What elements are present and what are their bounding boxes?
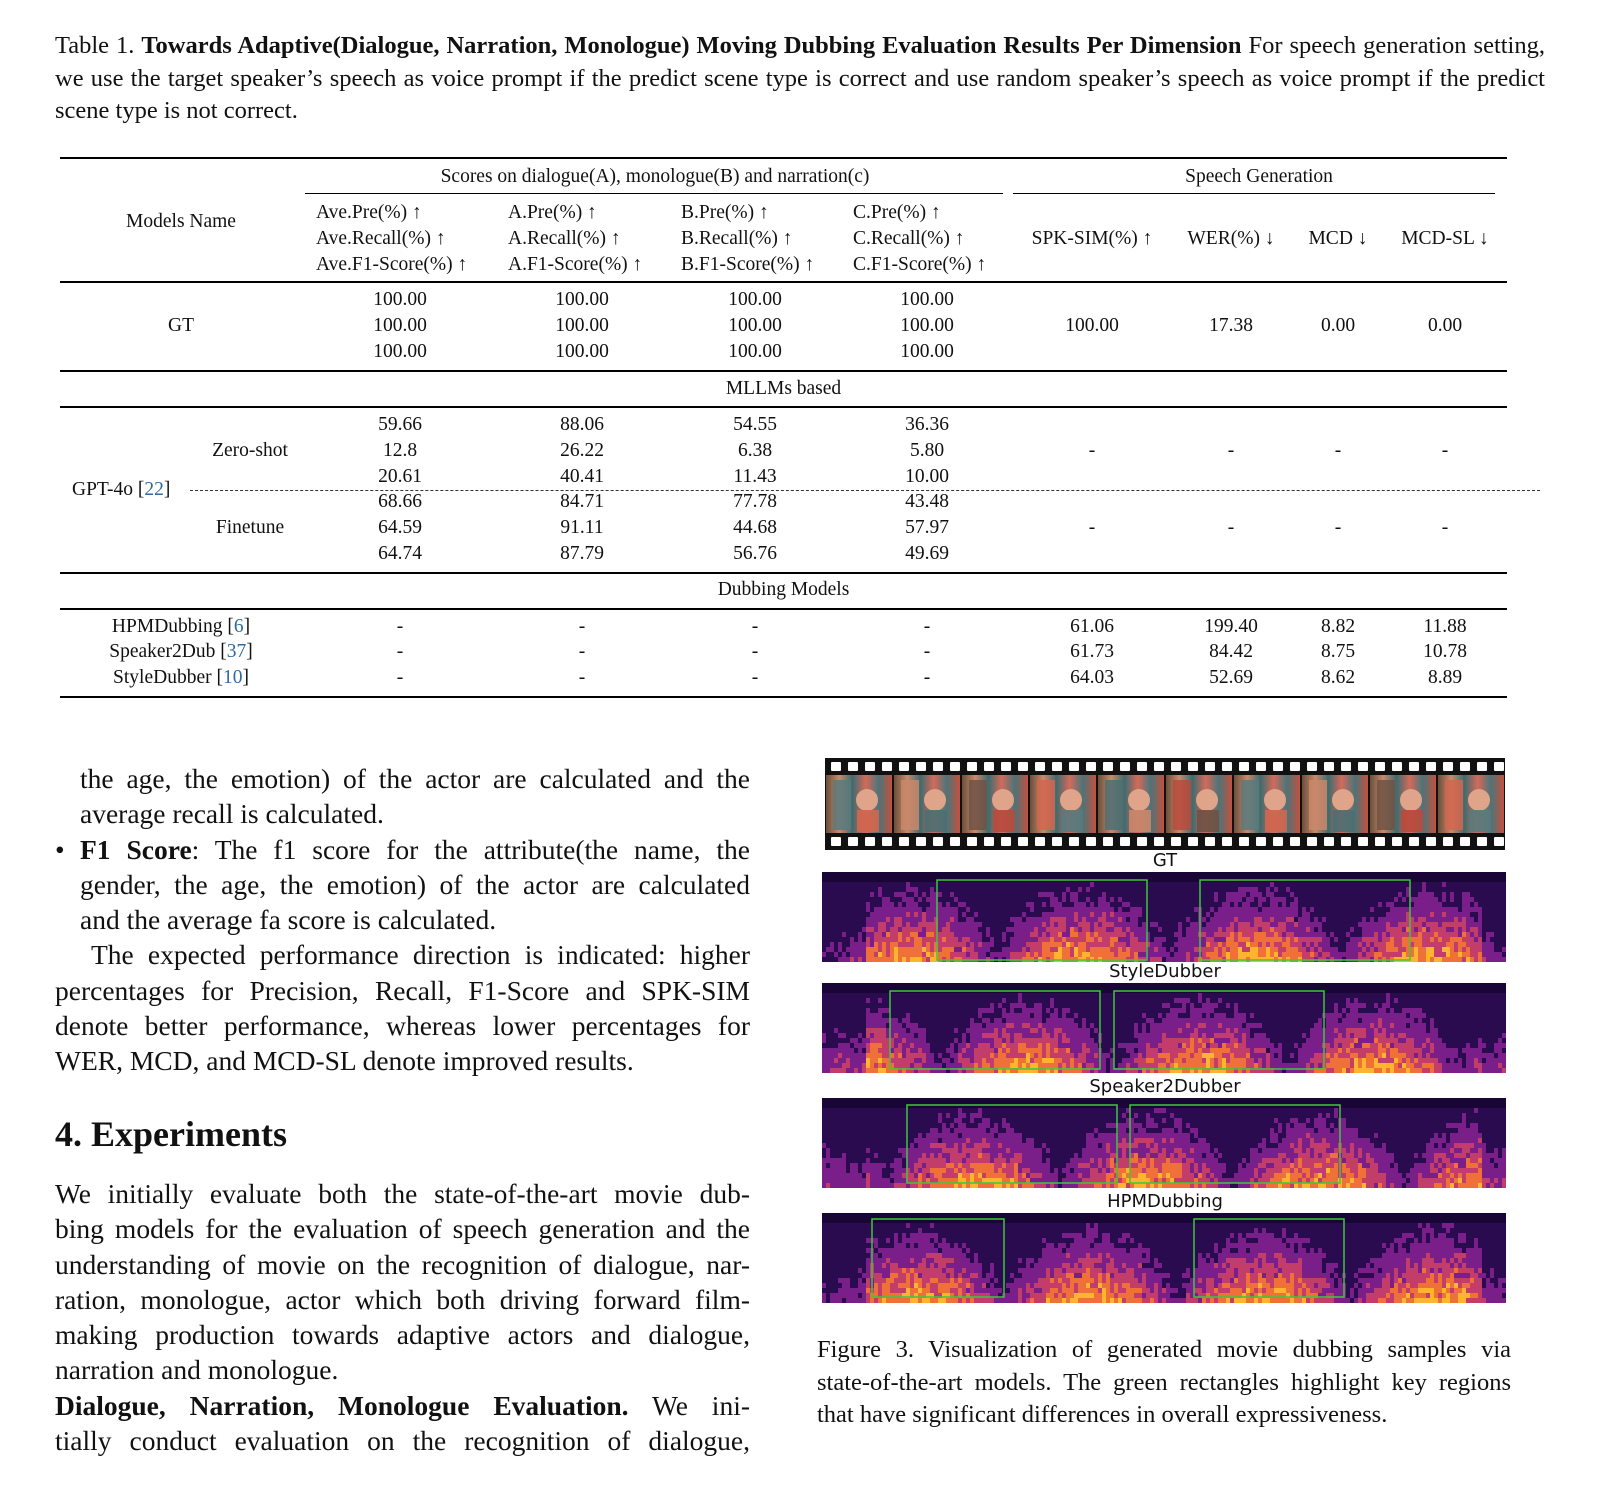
text-line: bing models for the evaluation of speech generation and the [55, 1213, 750, 1245]
experiments-paragraph: We initially evaluate both the state-of-the-art movie dub- bing models for the evaluation of speech generation and the understanding of movie on the recognition of dialogue, nar- ration, monologue, actor which both driving forward film- making production towards adaptive actors and dialogue, narration and monologue. Dialogue, Narration, Monologue Evaluation. We ini- tially conduct evaluation on the recognition of dialogue, [55, 1176, 750, 1458]
col-head-wer: WER(%) ↓ [1187, 228, 1275, 249]
zero-wer: - [1227, 440, 1235, 461]
caption-label: Table 1. [55, 32, 135, 59]
zero-b-cell: 54.55 6.38 11.43 [733, 414, 777, 487]
film-strip [825, 758, 1505, 850]
section-heading: 4. Experiments [55, 1114, 287, 1154]
header-group-speech: Speech Generation [1185, 166, 1333, 187]
label-hpmdubbing: HPMDubbing [1107, 1191, 1223, 1212]
label-zero-shot: Zero-shot [212, 440, 288, 461]
col-head-mcd-sl: MCD-SL ↓ [1401, 228, 1489, 249]
col-head-spk-sim: SPK-SIM(%) ↑ [1031, 228, 1153, 249]
header-group-scores: Scores on dialogue(A), monologue(B) and narration(c) [440, 166, 870, 187]
text-line: making production towards adaptive actors and dialogue, [55, 1319, 750, 1351]
section-mllm: MLLMs based [725, 378, 842, 399]
header-models-name: Models Name [126, 211, 236, 232]
zero-mcd: - [1334, 440, 1342, 461]
f1-term: F1 Score [80, 833, 192, 865]
table-caption [55, 30, 1545, 128]
dnm-eval-heading: Dialogue, Narration, Monologue Evaluation. [55, 1389, 629, 1421]
text-line: The expected performance direction is indicated: higher [91, 939, 750, 971]
col-head-ave: Ave.Pre(%) ↑ Ave.Recall(%) ↑ Ave.F1-Score(%) ↑ [316, 202, 468, 275]
zero-a-cell: 88.06 26.22 40.41 [560, 414, 604, 487]
gt-mcd-sl: 0.00 [1427, 315, 1463, 336]
fine-mcd-sl: - [1441, 517, 1449, 538]
row-gt-name: GT [168, 315, 194, 336]
text-line: We initially evaluate both the state-of-the-art movie dub- [55, 1178, 750, 1209]
col-head-b: B.Pre(%) ↑ B.Recall(%) ↑ B.F1-Score(%) ↑ [681, 202, 815, 275]
gt-b-cell: 100.00 100.00 100.00 [728, 289, 782, 362]
fine-a-cell: 84.71 91.11 87.79 [560, 491, 604, 564]
bullet-f1: • F1 Score: The f1 score for the attribute(the name, the [55, 832, 750, 867]
zero-ave-cell: 59.66 12.8 20.61 [378, 414, 422, 487]
fine-c-cell: 43.48 57.97 49.69 [905, 491, 949, 564]
text-line: average recall is calculated. [80, 798, 384, 830]
label-speaker2dubber: Speaker2Dubber [1089, 1076, 1241, 1097]
text-line: the age, the emotion) of the actor are calculated and the [80, 763, 750, 794]
label-finetune: Finetune [215, 517, 285, 538]
text-line: ration, monologue, actor which both driving forward film- [55, 1283, 750, 1315]
zero-mcd-sl: - [1441, 440, 1449, 461]
row-gpt4o-name: GPT-4o [22] [72, 479, 171, 500]
gt-mcd: 0.00 [1320, 315, 1356, 336]
caption-title: Towards Adaptive(Dialogue, Narration, Monologue) Moving Dubbing Evaluation Results Per Dimension [141, 32, 1242, 59]
spectrogram-hpmdubbing [822, 1213, 1507, 1303]
text-line: WER, MCD, and MCD-SL denote improved results. [55, 1045, 634, 1077]
label-gt: GT [1152, 850, 1178, 871]
fine-spk-sim: - [1088, 517, 1096, 538]
spectrogram-gt [822, 872, 1507, 962]
figure-caption: Figure 3. Visualization of generated movie dubbing samples via state-of-the-art models. The green rectangles highlight key regions that have significant differences in overall expressiveness. [817, 1336, 1511, 1428]
fine-b-cell: 77.78 44.68 56.76 [733, 491, 777, 564]
fine-wer: - [1227, 517, 1235, 538]
text-line: gender, the age, the emotion) of the actor are calculated [80, 868, 750, 900]
section-dubbing: Dubbing Models [717, 579, 850, 600]
col-head-a: A.Pre(%) ↑ A.Recall(%) ↑ A.F1-Score(%) ↑ [508, 202, 643, 275]
col-head-c: C.Pre(%) ↑ C.Recall(%) ↑ C.F1-Score(%) ↑ [853, 202, 987, 275]
gt-spk-sim: 100.00 [1065, 315, 1119, 336]
spectrogram-styledubber [822, 983, 1507, 1073]
caption-text: For speech generation setting, we use the target speaker’s speech as voice prompt if the predict scene type is correct and use random speaker’s speech as voice prompt if the predict scene type is not correct. [55, 32, 1545, 124]
gt-ave-cell: 100.00 100.00 100.00 [373, 289, 427, 362]
zero-spk-sim: - [1088, 440, 1096, 461]
col-head-mcd: MCD ↓ [1308, 228, 1368, 249]
fine-ave-cell: 68.66 64.59 64.74 [378, 491, 422, 564]
text-line: percentages for Precision, Recall, F1-Score and SPK-SIM [55, 974, 750, 1006]
zero-c-cell: 36.36 5.80 10.00 [905, 414, 949, 487]
text-line: understanding of movie on the recognition of dialogue, nar- [55, 1248, 750, 1280]
text-line: denote better performance, whereas lower percentages for [55, 1010, 750, 1042]
gt-a-cell: 100.00 100.00 100.00 [555, 289, 609, 362]
gt-c-cell: 100.00 100.00 100.00 [900, 289, 954, 362]
text-line: tially conduct evaluation on the recognition of dialogue, [55, 1425, 750, 1457]
gt-wer: 17.38 [1209, 315, 1253, 336]
text-line: narration and monologue. [55, 1354, 339, 1386]
spectrogram-speaker2dubber [822, 1098, 1507, 1188]
fine-mcd: - [1334, 517, 1342, 538]
text-line: and the average fa score is calculated. [80, 904, 497, 936]
label-styledubber: StyleDubber [1109, 961, 1221, 982]
bullet-icon: • [55, 833, 65, 865]
left-column [55, 761, 750, 1079]
